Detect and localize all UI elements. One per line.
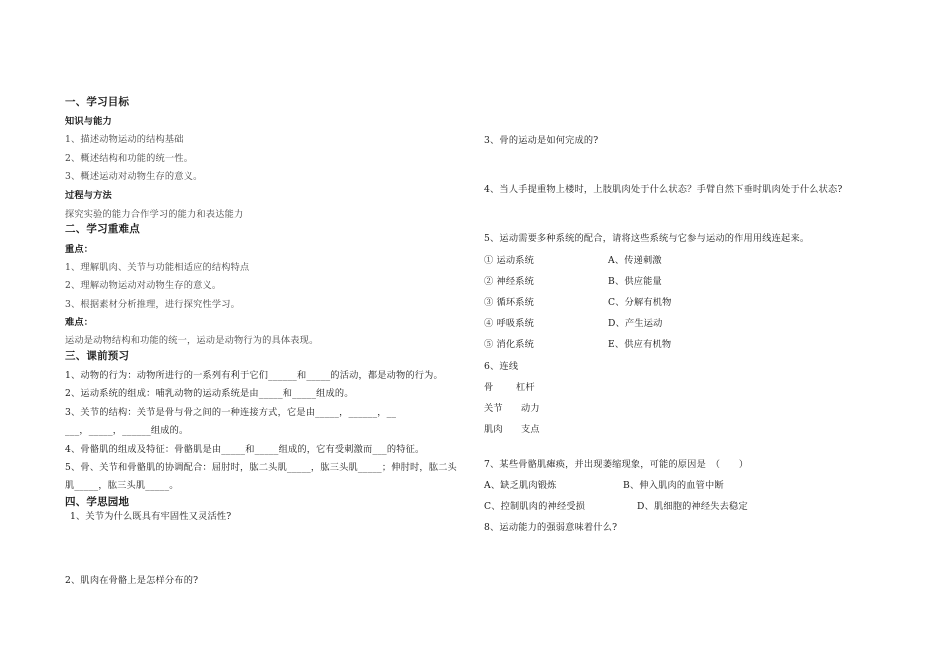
- link-right-3: 支点: [521, 424, 540, 435]
- ability-item-2: 2、概述结构和功能的统一性。: [65, 153, 194, 164]
- q7-option-b: B、伸入肌肉的血管中断: [623, 480, 724, 491]
- match-left-4: ④ 呼吸系统: [484, 318, 535, 329]
- match-right-c: C、分解有机物: [608, 297, 672, 308]
- link-left-1: 骨: [484, 382, 494, 393]
- method-heading: 过程与方法: [65, 190, 112, 201]
- match-left-1: ① 运动系统: [484, 255, 535, 266]
- key-item-2: 2、理解动物运动对动物生存的意义。: [65, 280, 222, 291]
- question-8: 8、运动能力的强弱意味着什么?: [484, 522, 618, 533]
- preview-line-1: 1、动物的行为：动物所进行的一系列有利于它们______和_____的活动，都是动物的行为。: [65, 370, 443, 381]
- match-right-b: B、供应能量: [608, 276, 662, 287]
- method-text: 探究实验的能力合作学习的能力和表达能力: [65, 209, 244, 220]
- preview-line-3: 3、关节的结构：关节是骨与骨之间的一种连接方式，它是由_____，______，__: [65, 407, 397, 418]
- question-4: 4、当人手提重物上楼时，上肢肌肉处于什么状态？手臂自然下垂时肌肉处于什么状态?: [484, 184, 843, 195]
- section-title-thinking: 四、学思园地: [65, 496, 130, 508]
- preview-line-7: 肌_____，肱三头肌_____。: [65, 480, 179, 491]
- preview-line-4: ___，_____，______组成的。: [65, 425, 189, 436]
- q7-option-a: A、缺乏肌肉锻炼: [484, 480, 557, 491]
- link-left-3: 肌肉: [484, 424, 503, 435]
- section-title-key-points: 二、学习重难点: [65, 223, 140, 235]
- preview-line-2: 2、运动系统的组成：哺乳动物的运动系统是由_____和_____组成的。: [65, 388, 354, 399]
- preview-line-6: 5、骨、关节和骨骼肌的协调配合：屈肘时，肱二头肌_____，肱三头肌_____；伸肘时，肱二头: [65, 462, 457, 473]
- key-item-3: 3、根据素材分析推理，进行探究性学习。: [65, 299, 241, 310]
- match-right-d: D、产生运动: [608, 318, 663, 329]
- key-item-1: 1、理解肌肉、关节与功能相适应的结构特点: [65, 262, 250, 273]
- match-left-3: ③ 循环系统: [484, 297, 535, 308]
- question-1: 1、关节为什么既具有牢固性又灵活性?: [70, 511, 232, 522]
- ability-heading: 知识与能力: [65, 116, 112, 127]
- difficulty-heading: 难点：: [65, 317, 94, 328]
- match-right-a: A、传递刺激: [608, 255, 662, 266]
- q7-option-d: D、肌细胞的神经失去稳定: [637, 501, 748, 512]
- link-right-2: 动力: [521, 403, 540, 414]
- question-3: 3、骨的运动是如何完成的?: [484, 135, 599, 146]
- ability-item-3: 3、概述运动对动物生存的意义。: [65, 171, 203, 182]
- difficulty-text: 运动是动物结构和功能的统一，运动是动物行为的具体表现。: [65, 335, 319, 346]
- question-6: 6、连线: [484, 361, 519, 372]
- link-right-1: 杠杆: [516, 382, 535, 393]
- match-left-5: ⑤ 消化系统: [484, 339, 535, 350]
- ability-item-1: 1、描述动物运动的结构基础: [65, 134, 184, 145]
- section-title-preview: 三、课前预习: [65, 350, 130, 362]
- match-right-e: E、供应有机物: [608, 339, 672, 350]
- q7-option-c: C、控制肌肉的神经受损: [484, 501, 586, 512]
- key-heading: 重点：: [65, 244, 94, 255]
- question-2: 2、肌肉在骨骼上是怎样分布的?: [65, 575, 199, 586]
- link-left-2: 关节: [484, 403, 503, 414]
- question-7: 7、某些骨骼肌瘫痪，并出现萎缩现象，可能的原因是 （ ）: [484, 459, 749, 470]
- section-title-objectives: 一、学习目标: [65, 96, 130, 108]
- preview-line-5: 4、骨骼肌的组成及特征：骨骼肌是由_____和_____组成的，它有受刺激而___的特征。: [65, 444, 425, 455]
- question-5: 5、运动需要多种系统的配合，请将这些系统与它参与运动的作用用线连起来。: [484, 233, 810, 244]
- match-left-2: ② 神经系统: [484, 276, 535, 287]
